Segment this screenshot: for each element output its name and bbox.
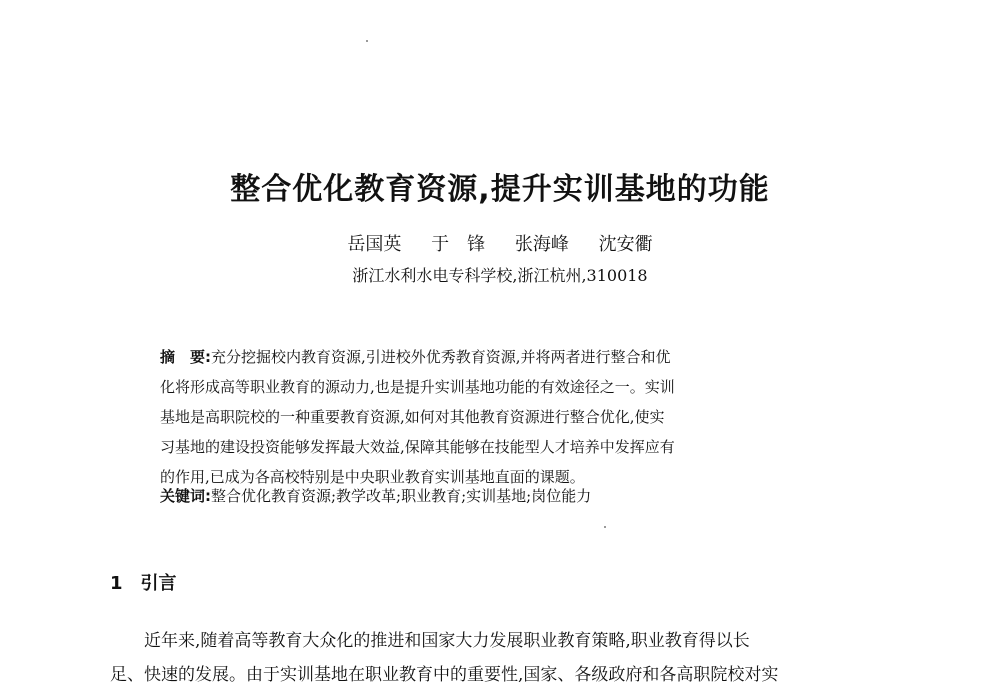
abstract (160, 342, 850, 492)
body-text (110, 624, 890, 692)
author-name: 岳国英 (347, 234, 402, 255)
keywords (160, 483, 850, 509)
keywords-label: 关键词: (160, 487, 211, 505)
abstract-line: 化将形成高等职业教育的源动力,也是提升实训基地功能的有效途径之一。实训 (160, 378, 675, 396)
body-line: 足、快速的发展。由于实训基地在职业教育中的重要性,国家、各级政府和各高职院校对实 (110, 665, 779, 685)
abstract-line: 基地是高职院校的一种重要教育资源,如何对其他教育资源进行整合优化,使实 (160, 408, 665, 426)
keywords-text: 整合优化教育资源;教学改革;职业教育;实训基地;岗位能力 (211, 487, 592, 505)
author-name: 于 锋 (431, 234, 486, 255)
author-name: 沈安衢 (598, 234, 653, 255)
section-title: 引言 (140, 573, 177, 594)
scan-speck (604, 526, 606, 528)
abstract-line: 的作用,已成为各高校特别是中央职业教育实训基地直面的课题。 (160, 468, 585, 486)
body-line: 近年来,随着高等教育大众化的推进和国家大力发展职业教育策略,职业教育得以长 (144, 631, 750, 651)
abstract-line: 习基地的建设投资能够发挥最大效益,保障其能够在技能型人才培养中发挥应有 (160, 438, 675, 456)
scan-speck (366, 40, 368, 42)
author-list (0, 233, 1000, 257)
abstract-label: 摘 要: (160, 348, 211, 366)
author-affiliation: 浙江水利水电专科学校,浙江杭州,310018 (352, 266, 648, 285)
abstract-text: 充分挖掘校内教育资源,引进校外优秀教育资源,并将两者进行整合和优 (211, 348, 671, 366)
section-heading (110, 571, 177, 597)
abstract-line (160, 342, 850, 372)
paper-title: 整合优化教育资源,提升实训基地的功能 (230, 172, 770, 207)
section-number: 1 (110, 573, 123, 594)
author-name: 张海峰 (514, 234, 569, 255)
